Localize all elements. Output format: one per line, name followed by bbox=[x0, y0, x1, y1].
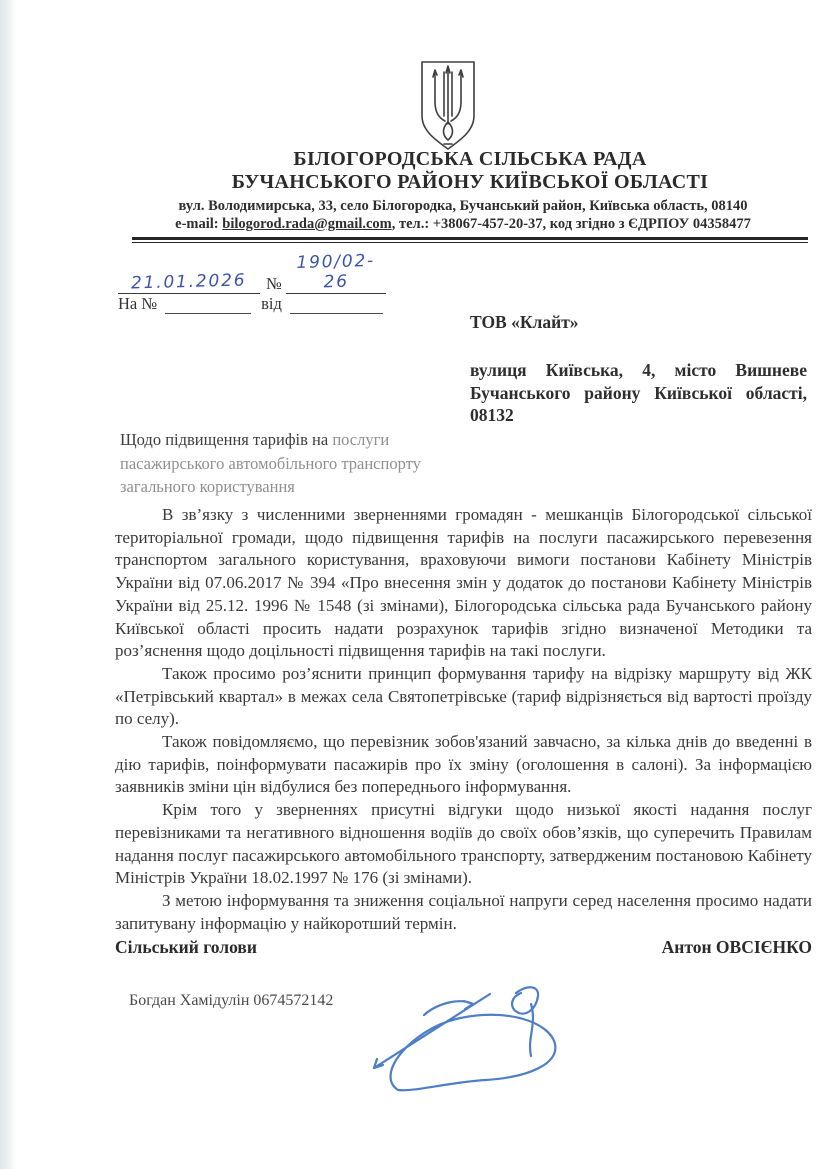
signoff-row bbox=[115, 936, 812, 959]
paragraph-4: Крім того у зверненнях присутні відгуки щодо низької якості надання послуг перевізниками та негативного відношення водіїв до своїх обов’язків, що суперечить Правилам надання послуг пасажирського автомобільного транспорту, затвердженим постановою Кабінету Міністрів України 18.02.1997 № 176 (зі змінами). bbox=[115, 800, 812, 888]
recipient-block bbox=[470, 312, 807, 427]
date-field bbox=[118, 272, 260, 294]
phone-and-edrpou: , тел.: +38067-457-20-37, код згідно з ЄДРПОУ 04358477 bbox=[391, 216, 751, 232]
letter-body bbox=[115, 504, 812, 1013]
signer-name: Антон ОВСІЄНКО bbox=[661, 937, 812, 958]
reply-label: На № bbox=[118, 294, 158, 313]
subject-rest: послуги пасажирського автомобільного транспорту загального користування bbox=[120, 430, 421, 496]
email-label: e-mail: bbox=[175, 216, 223, 232]
org-contact-line bbox=[110, 216, 816, 233]
paragraph-3: Також повідомляємо, що перевізник зобов'язаний завчасно, за кілька днів до введенні в дію тарифів, поінформувати пасажирів про їх зміну (оголошення в салоні). За інформацією заявників зміни цін відбулися без попереднього інформування. bbox=[115, 732, 812, 797]
paragraph-1: В зв’язку з численними зверненнями громадян - мешканців Білогородської сільської територіальної громади, щодо підвищення тарифів на послуги пасажирського перевезення транспортом загального користування, враховуючи вимоги постанови Кабінету Міністрів України від 07.06.2017 № 394 «Про внесення змін у додаток до постанови Кабінету Міністрів України від 25.12. 1996 № 1548 (зі змінами), Білогородська сільська рада Бучанського району Київської області просить надати розрахунок тарифів згідно визначеної Методики та роз’яснення щодо доцільності підвищення тарифів на такі послуги. bbox=[115, 505, 812, 661]
scan-edge-shadow bbox=[0, 0, 16, 1169]
org-name-line1: БІЛОГОРОДСЬКА СІЛЬСЬКА РАДА bbox=[293, 148, 647, 170]
paragraph-2: Також просимо роз’яснити принцип формування тарифу на відрізку маршруту від ЖК «Петрівський квартал» в межах села Святопетрівське (тариф відрізняється від вартості проїзду по селу). bbox=[115, 663, 812, 729]
recipient-name: ТОВ «Клайт» bbox=[470, 312, 579, 332]
reply-number-blank bbox=[165, 297, 251, 314]
reply-date-blank bbox=[290, 297, 383, 314]
org-name-line2: БУЧАНСЬКОГО РАЙОНУ КИЇВСЬКОЇ ОБЛАСТІ bbox=[231, 171, 709, 193]
recipient-address: вулиця Київська, 4, місто Вишневе Бучанського району Київської області, 08132 bbox=[470, 360, 807, 425]
reply-from-label: від bbox=[261, 294, 282, 313]
number-sign: № bbox=[266, 274, 282, 293]
signer-title: Сільський голови bbox=[115, 937, 257, 958]
contact-person: Богдан Хамідулін 0674572142 bbox=[129, 992, 334, 1010]
handwritten-number: 190/02-26 bbox=[295, 250, 376, 293]
outgoing-reference-row bbox=[118, 252, 386, 294]
subject-emphasized: Щодо підвищення тарифів на bbox=[120, 430, 329, 449]
email-address: bilogorod.rada@gmail.com bbox=[222, 216, 392, 232]
handwritten-date: 21.01.2026 bbox=[131, 270, 247, 294]
org-postal-address: вул. Володимирська, 33, село Білогородка, Бучанський район, Київська область, 08140 bbox=[178, 198, 748, 214]
ukraine-trident-emblem-icon bbox=[417, 60, 479, 150]
letterhead-divider bbox=[132, 237, 808, 240]
incoming-reference-row bbox=[118, 294, 383, 314]
paragraph-5: З метою інформування та зниження соціальної напруги серед населення просимо надати запитувану інформацію у найкоротший термін. bbox=[115, 890, 812, 933]
subject-block bbox=[120, 428, 460, 499]
number-field bbox=[286, 252, 386, 294]
handwritten-signature-icon bbox=[338, 982, 608, 1107]
